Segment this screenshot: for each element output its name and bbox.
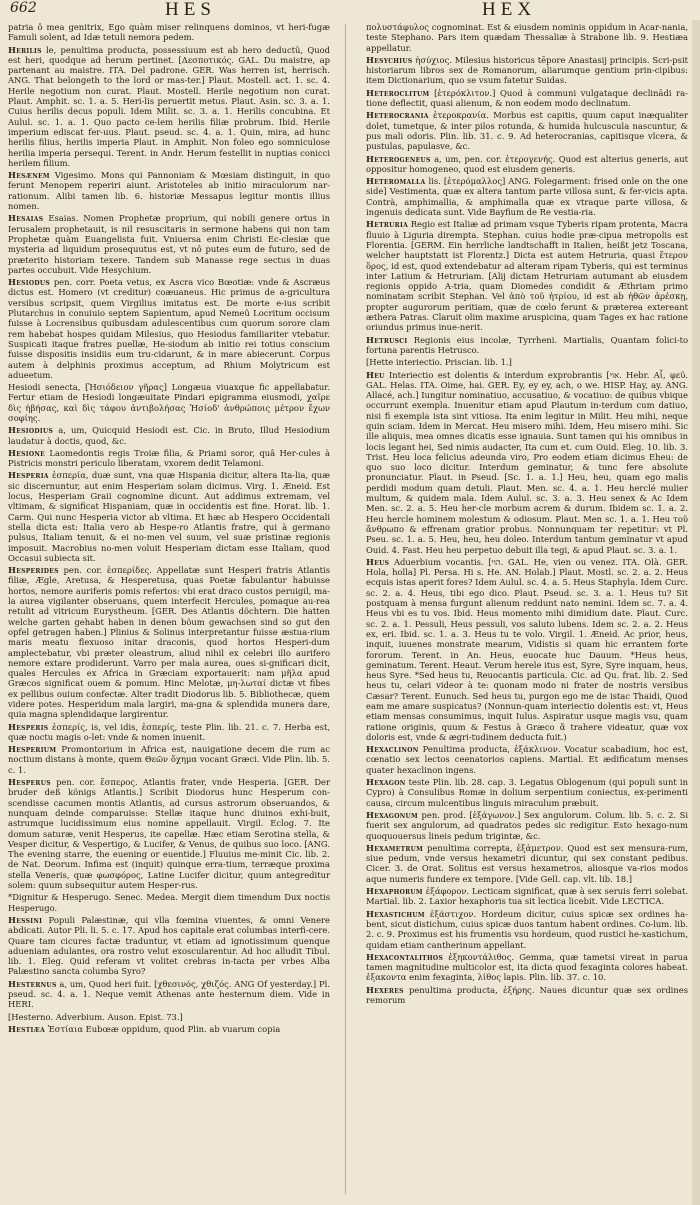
dictionary-entry	[8, 382, 330, 423]
running-head-left: HES	[165, 0, 216, 20]
dictionary-entry	[8, 213, 330, 275]
entry-text: teste Plin. lib. 28. cap. 3. Legatus Oblogenum (qui populi sunt in Cypro) à Consulibus Romæ in dolium serpentium coniectus, ex-perimenti causa, circum mulcentibus linguis miraculum præbuit.	[366, 777, 688, 808]
entry-text: Hesiodi senecta, [Ἡσιόδειον γῆρας] Longæua viuaxque fic appellabatur. Fertur etiam de Hesiodi longæuitate Pindari epigramma eiusmodi, χαῖρε δὶς ἡβήσας, καὶ δὶς τάφου ἀντιβολήσας Ἡσίοδ' ἀνθρώποις μέτρον ἔχων σοφίης.	[8, 382, 330, 423]
dictionary-entry	[8, 777, 330, 890]
dictionary-entry	[366, 886, 688, 907]
entry-text: a, um, pen. cor. ἑτερογενής. Quod est alterius generis, aut oppositur homogeneo, quod est eiusdem generis.	[366, 153, 688, 174]
entry-headword: Hetrusci	[366, 334, 408, 345]
entry-headword: Hesperides	[8, 565, 59, 576]
entry-text: a, um, Quicquid Hesiodi est. Cic. in Bruto, Illud Hesiodium laudatur à doctis, quod, &c.	[8, 425, 330, 446]
entry-text: ἑσπερία, duæ sunt, vna quæ Hispania dicitur, altera Ita-lia, quæ sic discernuntur, aut enim Hesperiam solam dicimus. Virg. 1. Æneid. Est locus, Hesperiam Graii cognomine dicunt. Aut addimus extremam, vel vltimam, & significat Hispaniam, quæ in occidentis est fine. Horat. lib. 1. Carm. Qui nunc Hesperia victor ab vltima. Et hæc ab Hespero Occidentali stella dicta est: Italia vero ab Hespe-ro Atlantis fratre, qui à germano pulsus, Italiam tenuit, & ei no-men vel suum, vel suæ pristinæ regionis imposuit. Macrobius no-men voluit Hesperiam dictam esse Italiam, quod Occasui subiecta sit.	[8, 470, 330, 563]
entry-headword: Hexagon	[366, 777, 406, 788]
entry-text: patria ô mea genitrix, Ego quàm miser relinquens dominos, vt heri-fugæ Famuli solent, ad Idæ tetuli nemora pedem.	[8, 22, 330, 43]
dictionary-entry	[8, 425, 330, 446]
entry-headword: Hesychius	[366, 54, 413, 65]
dictionary-entry	[366, 110, 688, 151]
dictionary-entry	[8, 565, 330, 719]
right-column	[366, 22, 688, 1197]
entry-text: ἑξάφορον. Lecticam significat, quæ à sex seruis ferri solebat. Martial. lib. 2. Laxior hexaphoris tua sit lectica licebit. Vide LECTICA.	[366, 886, 688, 907]
dictionary-entry	[8, 1012, 330, 1022]
dictionary-entry	[366, 22, 688, 53]
dictionary-entry	[8, 1024, 330, 1034]
entry-headword: Hesperium	[8, 744, 57, 755]
entry-headword: Hestiæa	[8, 1023, 46, 1034]
entry-text: [ἑτερόκλιτον.] Quod à communi vulgataque declinādi ra-tione deflectit, quasi alienum, & non eodem modo declinatum.	[366, 87, 688, 109]
entry-text: Ἑστίαια Eubœæ oppidum, quod Plin. ab vuarum copia	[47, 1023, 281, 1034]
dictionary-entry	[8, 744, 330, 775]
entry-headword: Hesione	[8, 447, 46, 458]
entry-headword: Herilis	[8, 44, 42, 55]
entry-headword: Hexeres	[366, 984, 404, 995]
dictionary-entry	[366, 335, 688, 356]
entry-text: pen. corr. Poeta vetus, ex Ascra vico Bœotiæ: vnde & Ascræus dictus est. Homero (vt creditur) coæuaneus. Hic primus de a-gricultura versibus scripsit, quem Virgilius imitatus est. De morte e-ius scribit Plutarchus in conuiuio septem Sapientum, apud Nemeû Locritum occisum fuisse à Locrensibus quibusdam adulescentibus cum quorum sorore clam rem habebat hospes quidam Milesius, quo Hesiodus familiariter vtebatur. Suspicati itaque fratres puellæ, He-siodum ab initio rei totius conscium fuisse dispositis insidiis eum tru-cidarunt, & in mare abiecerunt. Corpus autem à delphinis proximus acceptum, ad Rhium Molytricum est adueetum.	[8, 277, 330, 380]
entry-text: Populi Palæstinæ, qui vlla fœmina viuentes, & omni Venere abdicati. Autor Pli. li. 5. c. 17. Apud hos capitale erat columbas interfi-cere. Quare tam cicures factæ traduntur, vt etiam ad ignotissimum quenque adueniam adulantes, ora rostro velut exoscularentur. Ad hoc alludit Tibul. lib. 1. Eleg. Quid referam vt volitet crebras in-tacta per vrbes Alba Palæstino sancta columba Syro?	[8, 914, 330, 977]
entry-headword: Heterogeneus	[366, 153, 431, 164]
dictionary-entry	[366, 154, 688, 175]
entry-headword: Heu	[366, 369, 385, 380]
entry-headword: Heus	[366, 556, 390, 567]
entry-text: pen. cor. ἕσπερος. Atlantis frater, vnde Hesperia. [GER. Der bruder deß königs Atlantis.] Scribit Diodorus hunc Hesperum con-scendisse cacumen montis Atlantis, ad cursus astrorum obseruandos, & nunquam deinde comparuisse: Stellæ itaque hunc diuinos exhi-buit, astrumque lucidissimum eius nomine appellauit. Virgil. Eclog. 7. Ite domum saturæ, venit Hesperus, ite capellæ. Hæc etiam Serotina stella, & Vesper dicitur, & Vespertigo, & Lucifer, & Venus, de quibus suo loco. [ANG. The evening starre, the euening or euentide.] Fluuius me-minit Cic. lib. 2. de Nat. Deorum. Infima est (inquit) quinque erra-tium, terræque proxima stella Veneris, quæ φωσφόρος, Latine Lucifer dicitur, quum antegreditur solem: quum subsequitur autem Hesper-rus.	[8, 777, 330, 891]
entry-text: ἑτεροκρανία. Morbus est capitis, quum caput inæqualiter dolet, tumetque, & inter pilos rotunda, & humida hulcuscula nascuntur, & pus mali odoris. Plin. lib. 31. c. 9. Ad heterocranias, capitisque vlcera, & pustulas, papulasve, &c.	[366, 110, 688, 152]
dictionary-entry	[8, 470, 330, 563]
page-number: 662	[10, 0, 37, 16]
entry-headword: Heteromalla	[366, 176, 426, 187]
dictionary-entry	[8, 45, 330, 169]
entry-text: ἡσύχιος. Milesius historicus tēpore Anastasij principis. Scri-psit historiarum libros sex de Romanorum, aliarumque gentium prin-cipibus: item Dictionarium, quo se vsum fatetur Suidas.	[366, 54, 688, 86]
entry-headword: Hesperia	[8, 470, 49, 481]
entry-text: pen. prod. [ἑξάγωνον.] Sex angulorum. Colum. lib. 5. c. 2. Si fuerit sex angulorum, ad quadratos pedes sic redigitur. Esto hexago-num quoquouersus lineis pedum trigintæ, &c.	[366, 809, 688, 841]
entry-text: penultima producta, ἑξήρης. Naues dicuntur quæ sex ordines remorum	[366, 984, 688, 1006]
entry-text: Regio est Italiæ ad primam vsque Tyberis ripam protenta, Macra fluuio à Liguria dirempta. Stephan. cuius hodie præ-cipua metropolis est Florentia. [GERM. Ein herrliche landtschafft in Italien, heißt jetz Toscana, welcher hauptstatt ist Florentz.] Dicta est autem Hetruria, quasi ἕτερον ὅρος, id est, quod extendebatur ad alteram ripam Tyberis, qui est terminus inter Latium & Hetruriam. [Alij dictam Hetruriam autumant ab eiusdem regionis oppido A-tria, quam Diomedes condidit & Æthriam primo nominatam scribit Stephan. Vel ἀπὸ τοῦ ἠτρίου, id est ab ἠθῶν ἀρέσκῃ, propter augurorum peritiam, quæ de cœlo ferunt & præterea extereant æthera Patras. Claruit olim maxime aruspicina, quam Tages ex hac ratione oriundus primus inue-nerit.	[366, 219, 688, 333]
entry-headword: Hesiodus	[8, 277, 51, 288]
entry-text: Esaias. Nomen Prophetæ proprium, qui nobili genere ortus in Ierusalem prophetauit, is nil resuscitaris in sermone habens qui non tam Prophetæ quàm Euangelista fuit. Vniuersa enim Christi Ec-clesiæ que mysteria ad liquidum prosequutus est, vt nô putes eum de futuro, sed de præterito historiam texere. Tandem sub Manasse rege sectus in duas partes occubuit. Vide Hesychium.	[8, 213, 330, 275]
dictionary-entry	[366, 810, 688, 841]
dictionary-entry	[366, 985, 688, 1006]
dictionary-entry	[366, 55, 688, 86]
dictionary-entry	[366, 370, 688, 555]
entry-headword: Hesænem	[8, 170, 50, 181]
entry-headword: Hesternus	[8, 978, 57, 989]
page-header	[0, 0, 700, 20]
entry-headword: Hexagonum	[366, 809, 418, 820]
dictionary-entry	[366, 357, 688, 367]
dictionary-entry	[366, 219, 688, 332]
entry-text: Laomedontis regis Troiæ filia, & Priami soror, quâ Her-cules à Pistricis monstri periculo liberatam, vxorem dedit Telamoni.	[8, 447, 330, 469]
entry-text: pen. cor. ἑσπερίδες. Appellatæ sunt Hesperi fratris Atlantis filiæ, Ægle, Aretusa, & Hesperetusa, quas Poetæ fabulantur habuisse hortos, nemore auriferis pomis refertos: vbi erat draco custos peruigil, ma-la aurea vigilanter obseruans, quem interfecit Hercules, pomaque au-rea retulit ad vitricum Eurystheum. [GER. Des Atlantis döchtern. Die hatten welche garten gehabt haben in denen böum gewachsen sind so gut den opfel getragen haben.] Plinius & Solinus interpretantur fuisse æstua-rium maris meatu flexuoso initar draconis, quod hortos Hesperi-dum amplectebatur, vbi præter oleastrum, aliud nihil ex celebri illo aurifero nemore extare prodiderunt. Varro per mala aurea, oues si-gnificari dicit, quales Hercules ex Africa in Græciam exportauerit: nam μῆλα apud Græcos significat ouem & pomum. Hinc Melotæ, μη-λωταί dictæ vt fibes ex pellibus ouium confectæ. Alter tradit Diodorus lib. 5. Bibliothecæ, quem videre potes. Hesperidum mala largiri, ma-gna & splendida munera dare, quia magna splendidaque largirentur.	[8, 565, 330, 720]
entry-headword: Hesperus	[8, 777, 51, 788]
dictionary-entry	[8, 448, 330, 469]
entry-text: le, penultima producta, possessiuum est ab hero deductû, Quod est heri, quodque ad herum pertinet. [Δεσποτικός. GAL. Du maistre, ap partenant au maistre. ITA. Del padrone. GER. Was herren ist, herrisch. ANG. That belongeth to the lord or mas-ter.] Plaut. Mostell. act. 1. sc. 4. Herile negotium non curat. Plaut. Mostell. Herile negotium non curat. Plaut. Amphit. sc. 1. a. 5. Heri-lis peruertit metus. Plaut. Asin. sc. 3. a. 1. Cuius herilis decus populi. Idem Milit. sc. 3. a. 1. Herilis concubina. Et Aulul. sc. 1. a. 1. Quo pacto ce-lem herilis filiæ probrum. Ibid. Herile imperium ediscat fer-uus. Plaut. pseud. sc. 4. a. 1. Quin, mira, ad hunc herilis filius, herilis imperia Plaut. in Amphit. Non foleo ego somniculose herilia imperia persequi. Terent. in Andr. Herum festellit in nuptias conicci herilem filium.	[8, 44, 330, 168]
dictionary-entry	[8, 722, 330, 743]
entry-headword: Hexastichum	[366, 908, 425, 919]
entry-text: Interiectio est dolentis & interdum exprobrantis [אוי. Hebr. Αἶ, φεῦ. GAL. Helas. ITA. Oime, hai. GER. Ey, ey ey, ach, o we. HISP. Hay, ay. ANG. Allacé, ach.] Iungitur nominatiuo, accusatiuo, & vocatiuo: de quibus vbique occurrunt exempla. Inuenitur etiam apud Plautum in-terdum cum datiuo, nisi fi exempla ista sint vitiosa. Ita enim legitur in Milit. Heu mihi, neque quin sciam. Idem in Mercat. Heu misero mihi. Idem, Heu misero mihi. Sic ille aliquis, mea omnes dicatis esse ignauia. Sunt tamen qui his omnibus in locis legant hei, Sed nimis audacter, Ita cum et. cum Ouid. Eleg. 10. lib. 3. Trist. Heu loca felicius adeunda viro, Pro eodem etiam dicimus Eheu: de quo suo loco dicitur. Interdum geminatur, & tunc fere absolute pronunciatur. Plaut. in Pseud. [Sc. 1. a. 1.] Heu, heu, quam ego malis perdidi modum quam detuli. Plaut. Men. sc. 4. a. 1. Heu herclé mulier multum, & quidem mala. Idem Aulul. sc. 3. a. 3. Heu senex & Ac Idem Men. sc. 2. a. 5. Heu her-cle morbum acrem & durum. Ibidem sc. 1. a. 2. Heu hercle hominem molestum & odiosum. Plaut. Men sc. 1. a. 1. Heu τοῦ ἄνθρωπο & effrenam gratior probus. Nonnunquam ter repetitur: vt Pl. Pseu. sc. 1. a. 5. Heu, heu, heu doleo. Interdum tantum geminatur vt apud Ouid. 4. Fast. Heu heu perpetuo debuit illa tegi, & apud Plaut. sc. 3. a. 1.	[366, 369, 688, 555]
entry-headword: Hesperis	[8, 721, 49, 732]
entry-text: lis. [ἑτερόμαλλος] ANG. Folegarment: frised onle on the one side] Vestimenta, quæ ex altera tantum parte villosa sunt, & fer-vicis apta. Contrà, amphimallia, & amphimalla quæ ex vtraque parte villosa, & ingenuis dedicata sunt. Vide Bayfium de Re vestia-ria.	[366, 176, 688, 218]
entry-headword: Hesiodius	[8, 425, 54, 436]
entry-headword: Heterocrania	[366, 110, 429, 121]
entry-headword: Hexametrum	[366, 842, 424, 853]
dictionary-entry	[366, 843, 688, 884]
dictionary-entry	[8, 979, 330, 1010]
dictionary-entry	[366, 909, 688, 950]
entry-text: *Dignitur & Hesperugo. Senec. Medea. Mergit diem timendum Dux noctis Hesperugo.	[8, 892, 330, 913]
entry-text: Regionis eius incolæ, Tyrrheni. Martialis, Quantam folici-to fortuna parentis Hetrusco.	[366, 334, 688, 355]
dictionary-entry	[366, 557, 688, 742]
dictionary-entry	[8, 22, 330, 43]
entry-text: a, um, Quod heri fuit. [χθεσινός, χθιζός. ANG Of yesterday.] Pl. pseud. sc. 4. a. 1. Neque vemit Athenas ante hesternum diem. Vide in HERI.	[8, 978, 330, 1010]
dictionary-entry	[366, 952, 688, 983]
entry-text: πολυστάφυλος cognominat. Est & eiusdem nominis oppidum in Acar-nania, teste Stephano. Pars item quædam Thessaliæ à Strabone lib. 9. Hestiæa appellatur.	[366, 22, 688, 53]
entry-headword: Heteroclitum	[366, 87, 430, 98]
dictionary-entry	[8, 277, 330, 380]
dictionary-entry	[366, 744, 688, 775]
entry-headword: Hexaclinon	[366, 744, 419, 755]
entry-text: Aduerbium vocantis. [הוי. GAL. He, vien ou venez. ITA. Olà. GER. Hola, holla] Pl. Persa. Hi s. He. AN. Holab.] Plaut. Mostl. sc. 2. a. 2. Heus ecquis istas aperit fores? Idem Aulul. sc. 4. a. 5. Heus Staphyla. Idem Curc. sc. 2. a. 4. Heus, tibi ego dico. Plaut. Pseud. sc. 3. a. 1. Heus tu? Sit postquam à mensa furgunt alienum reddunt nato nemini. Idem sc. 7. a. 4. Heus vbi es tu vos. Ibid. Heus momento mihi dimidium date. Plaut. Curc. sc. 2. a. 1. Pessuli, Heus pessuli, vos saluto lubens. Idem sc. 2. a. 2. Heus ex, eri. Ibid. sc. 1. a. 3. Heus tu te volo. Virgil. 1. Æneid. Ac prior, heus, inquit, iuuenes monstrate mearum, Vidistis si quam hic errantem forte fororum. Terent. in An. Heus, euocate huc Dauum. *Heus heus, geminatum. Terent. Heaut. Verum herele itus est, Syre, Syre inquam, heus, heus Syre. *Sed heus tu, Reuocantis particula. Cic. ad Qu. frat. lib. 2. Sed heus tu, celari videor à te: quonam modo ni frater de nostris versibus Cæsar? Terent. Eunuch. Sed heus tu, purgon ego me de istac Thaidi, Quod eam me amare suspicatus? (Nonnun-quam interiectio dolentis est: vt, Heus etiam mensas consumimus, inquit Iulus. Aspiratur usque magis vsu, quam ratione originis, quum & Festus à Græco ἄ trahere videatur, quæ vox doloris est, vnde & ægri-tudinem deducta fuit.)	[366, 556, 688, 742]
entry-headword: Hessini	[8, 914, 43, 925]
entry-text: ἑσπερίς, is, vel idis, ἑσπερίς, teste Plin. lib. 21. c. 7. Herba est, quæ noctu magis o-let: vnde & nomen inuenit.	[8, 721, 330, 742]
page-edge	[692, 20, 700, 1205]
entry-text: Promontorium in Africa est, nauigatione decem die rum ac noctium distans à monte, quem Θεῶν ὄχημα vocant Græci. Vide Plin. lib. 5. c. 1.	[8, 744, 330, 775]
dictionary-entry	[366, 88, 688, 109]
entry-text: ἑξηκοντάλιθος. Gemma, quæ tametsi vireat in parua tamen magnitudine multicolor est, ita dicta quod fexaginta colores habeat. ἑξακοντα enim fexaginta, λίθος lapis. Plin. lib. 37. c. 10.	[366, 951, 688, 983]
left-column	[8, 22, 330, 1197]
entry-text: Vigesimo. Mons qui Pannoniam & Mœsiam distinguit, in quo ferunt Menopem reperiri aiunt. Aristoteles ab initio miraculorum nar-rationum. Alibi tamen lib. 6. historiæ Messapus legitur montis illius nomen.	[8, 170, 330, 212]
dictionary-entry	[8, 170, 330, 211]
entry-headword: Hetruria	[366, 219, 409, 230]
entry-headword: Hexaphorum	[366, 886, 423, 897]
entry-headword: Hexacontalithos	[366, 951, 444, 962]
entry-text: ἑξάστιχον. Hordeum dicitur, cuius spicæ sex ordines ha-bent, sicut distichum, cuius spicæ duos tantum habent ordines. Co-lum. lib. 2. c. 9. Proximus est his frumentis vsu hordeum, quod rustici he-xastichum, quidam etiam cantherinum appellant.	[366, 908, 688, 950]
running-head-right: HEX	[482, 0, 537, 20]
entry-text: Penultima producta, ἑξάκλινον. Vocatur scabadium, hoc est, cœnatio sex lectos ceenatorios capiens. Martial. Et ædificatum menses quater hexaclinon ingens.	[366, 744, 688, 775]
entry-text: penultima correpta, ἑξάμετρον. Quod est sex mensura-rum, siue pedum, vnde versus hexametri dicuntur, qui sex constant pedibus. Cicer. 3. de Orat. Solitus est versus hexametros, aliosque va-rios modos aque numeris fundere ex tempore. [Vide Gell. cap. vlt. lib. 18.]	[366, 842, 688, 884]
entry-headword: Hesaias	[8, 213, 44, 224]
entry-text: [Hesterno. Adverbium. Auson. Epist. 73.]	[8, 1011, 183, 1022]
dictionary-entry	[366, 777, 688, 808]
dictionary-entry	[366, 176, 688, 217]
dictionary-entry	[8, 892, 330, 913]
entry-text: [Hette interiectio. Priscian. lib. 1.]	[366, 357, 512, 368]
column-divider	[345, 24, 346, 1194]
dictionary-entry	[8, 915, 330, 977]
